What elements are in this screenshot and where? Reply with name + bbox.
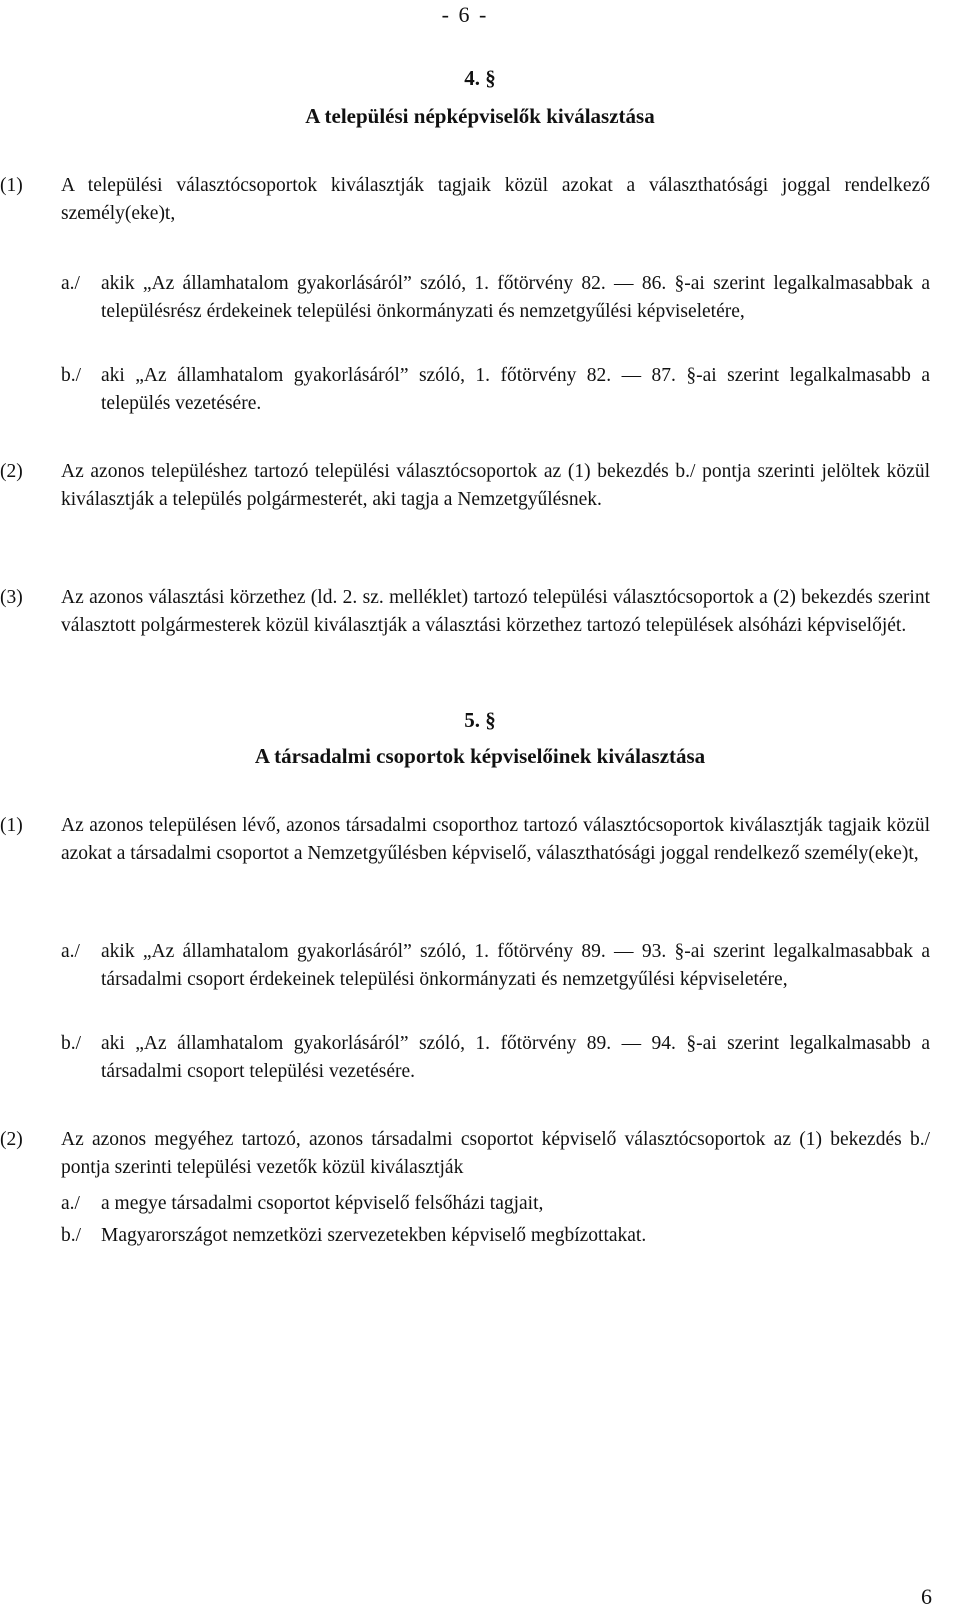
section-5-title: A társadalmi csoportok képviselőinek kiválasztása [254,744,706,768]
item-label: b./ [61,365,82,386]
paragraph-number: (2) [0,461,23,482]
paragraph-number: (3) [0,587,23,608]
section-5-item-a [61,938,930,994]
section-4-item-b [61,362,930,418]
section-5-paragraph-1 [0,812,930,868]
section-5-paragraph-2 [0,1126,930,1182]
section-5-item-b [61,1030,930,1086]
item-text: akik „Az államhatalom gyakorlásáról” szóló, 1. főtörvény 82. — 86. §-ai szerint legalkalmasabbak a településrész érdekeinek települési önkormányzati és nemzetgyűlési képviseletére, [101,273,930,322]
item-label: a./ [61,941,80,962]
paragraph-text: A települési választócsoportok kiválasztják tagjaik közül azokat a választhatósági joggal rendelkező személy(eke)t, [61,175,930,224]
paragraph-text: Az azonos megyéhez tartozó, azonos társadalmi csoportot képviselő választócsoportok az (1) bekezdés b./ pontja szerinti települési vezetők közül kiválasztják [61,1129,930,1178]
paragraph-number: (2) [0,1129,23,1150]
section-4-title: A települési népképviselők kiválasztása [305,104,655,128]
section-5-p2-item-a [61,1190,930,1218]
item-text: aki „Az államhatalom gyakorlásáról” szóló, 1. főtörvény 89. — 94. §-ai szerint legalkalmasabb a társadalmi csoport települési vezetésére. [101,1033,930,1082]
paragraph-text: Az azonos településhez tartozó települési választócsoportok az (1) bekezdés b./ pontja szerinti jelöltek közül kiválasztják a település polgármesterét, aki tagja a Nemzetgyűlésnek. [61,461,930,510]
section-4-paragraph-1 [0,172,930,228]
page-header: - 6 - [441,2,489,27]
section-4-paragraph-2 [0,458,930,514]
paragraph-number: (1) [0,815,23,836]
item-text: aki „Az államhatalom gyakorlásáról” szóló, 1. főtörvény 82. — 87. §-ai szerint legalkalmasabb a település vezetésére. [101,365,930,414]
item-label: a./ [61,1193,80,1214]
item-text: akik „Az államhatalom gyakorlásáról” szóló, 1. főtörvény 89. — 93. §-ai szerint legalkalmasabbak a társadalmi csoport érdekeinek települési önkormányzati és nemzetgyűlési képviseletére, [101,941,930,990]
section-5-p2-item-b [61,1222,930,1250]
paragraph-number: (1) [0,175,23,196]
item-label: a./ [61,273,80,294]
section-4-number: 4. § [464,66,496,90]
item-text: Magyarországot nemzetközi szervezetekben képviselő megbízottakat. [101,1225,647,1246]
item-label: b./ [61,1033,82,1054]
section-4-paragraph-3 [0,584,930,640]
paragraph-text: Az azonos választási körzethez (ld. 2. sz. melléklet) tartozó települési választócsoportok a (2) bekezdés szerint választott polgármesterek közül kiválasztják a választási körzethez tartozó települések alsóházi képviselőjét. [61,587,930,636]
section-5-number: 5. § [464,708,496,732]
page-number: 6 [921,1584,932,1609]
section-4-item-a [61,270,930,326]
item-label: b./ [61,1225,82,1246]
item-text: a megye társadalmi csoportot képviselő felsőházi tagjait, [101,1193,544,1214]
paragraph-text: Az azonos településen lévő, azonos társadalmi csoporthoz tartozó választócsoportok kiválasztják tagjaik közül azokat a társadalmi csoportot a Nemzetgyűlésben képviselő, választhatósági joggal rendelkező személy(eke)t, [61,815,930,864]
